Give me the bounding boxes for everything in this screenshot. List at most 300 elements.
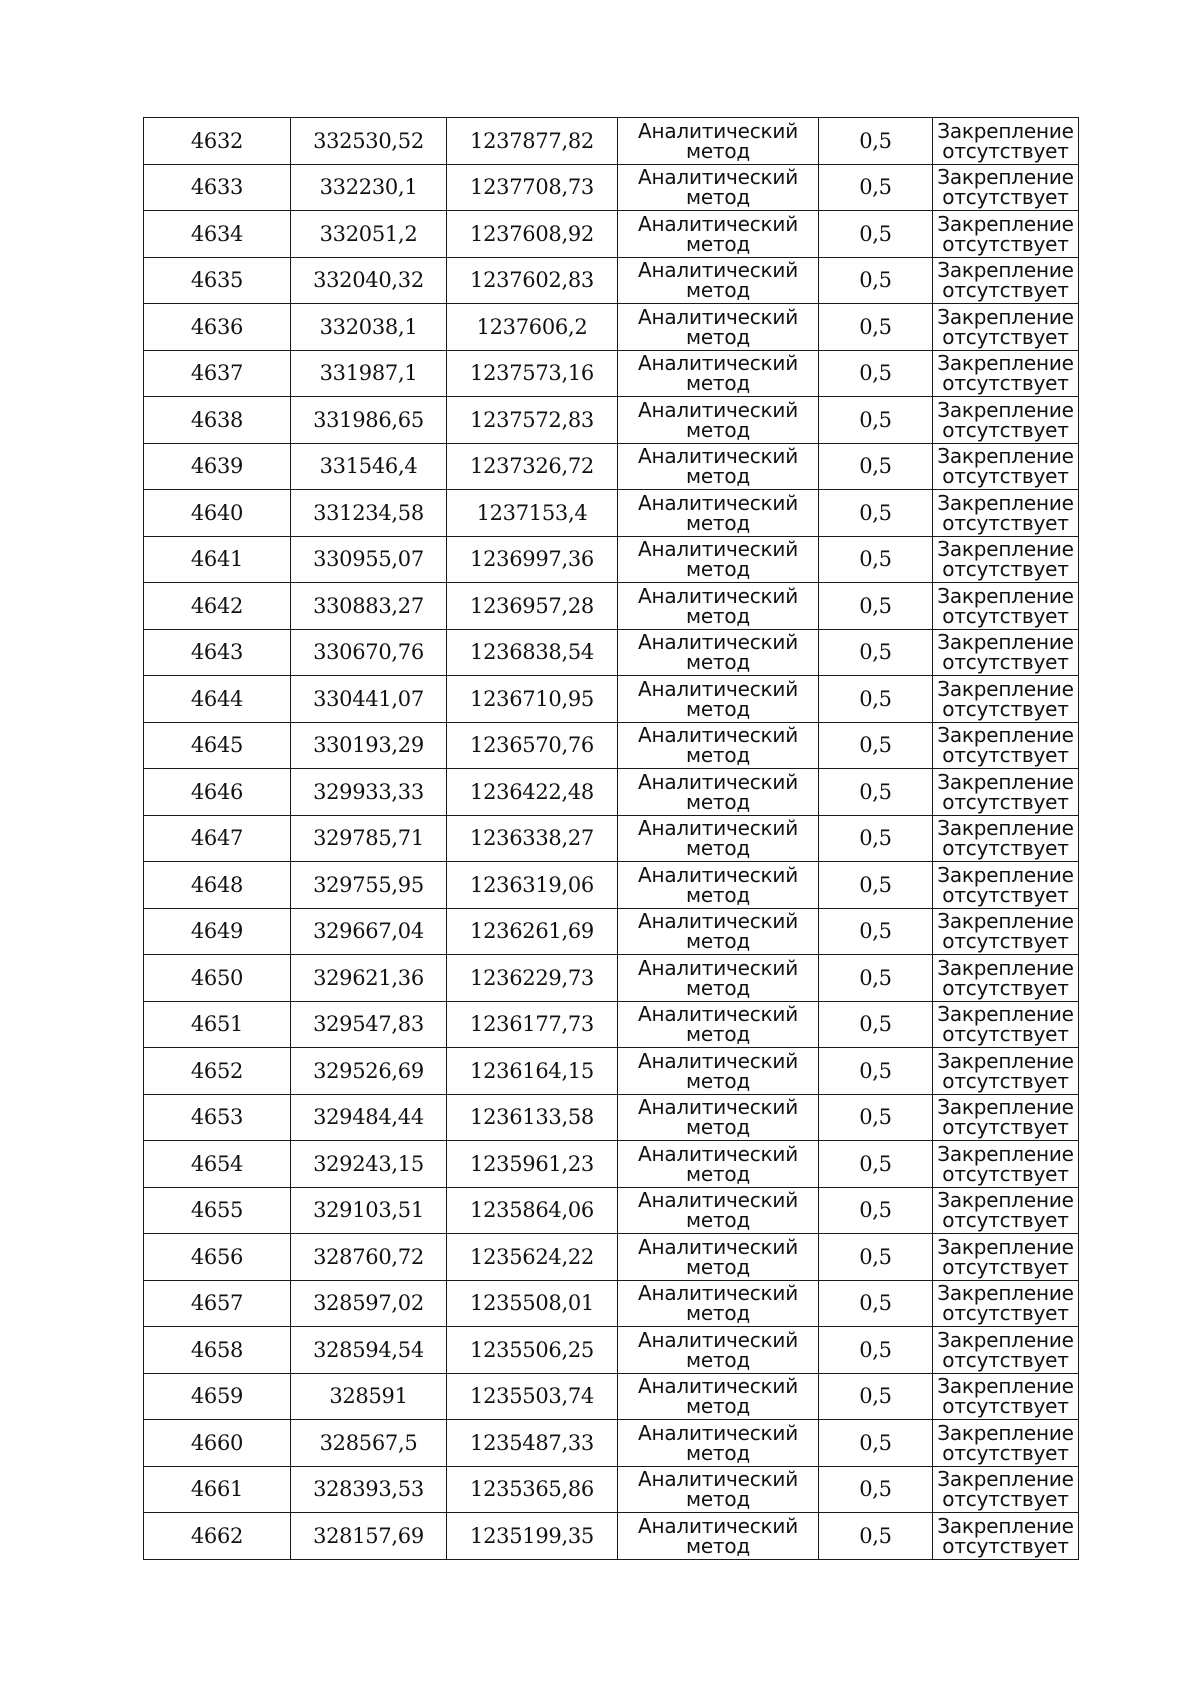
table-row (144, 1141, 1079, 1188)
y-coordinate-cell: 1237573,16 (447, 350, 618, 397)
method-line-2: метод (685, 510, 751, 535)
table-row (144, 1094, 1079, 1141)
point-number-cell: 4645 (144, 722, 291, 769)
method-cell (618, 490, 819, 537)
point-number-cell: 4632 (144, 118, 291, 165)
fixing-cell (933, 397, 1079, 444)
method-line-1: Аналитический (637, 1467, 799, 1492)
fixing-cell (933, 815, 1079, 862)
fixing-cell (933, 1420, 1079, 1467)
precision-cell: 0,5 (819, 583, 933, 630)
table-row (144, 769, 1079, 816)
table-row (144, 211, 1079, 258)
method-line-2: метод (685, 882, 751, 907)
x-coordinate-cell: 330193,29 (291, 722, 447, 769)
method-cell (618, 1513, 819, 1560)
method-line-1: Аналитический (637, 258, 799, 283)
method-line-2: метод (685, 1394, 751, 1419)
method-cell (618, 211, 819, 258)
precision-cell: 0,5 (819, 815, 933, 862)
fixing-line-1: Закрепление (937, 583, 1074, 608)
method-line-2: метод (685, 743, 751, 768)
method-line-1: Аналитический (637, 444, 799, 469)
method-line-2: метод (685, 464, 751, 489)
point-number-cell: 4658 (144, 1327, 291, 1374)
precision-cell: 0,5 (819, 1513, 933, 1560)
y-coordinate-cell: 1237602,83 (447, 257, 618, 304)
y-coordinate-cell: 1236319,06 (447, 862, 618, 909)
method-cell (618, 304, 819, 351)
method-line-2: метод (685, 1347, 751, 1372)
method-cell (618, 722, 819, 769)
method-line-2: метод (685, 1254, 751, 1279)
method-line-1: Аналитический (637, 909, 799, 934)
precision-cell: 0,5 (819, 862, 933, 909)
fixing-cell (933, 257, 1079, 304)
method-line-2: метод (685, 1115, 751, 1140)
x-coordinate-cell: 330883,27 (291, 583, 447, 630)
fixing-line-1: Закрепление (937, 1281, 1074, 1306)
fixing-cell (933, 536, 1079, 583)
point-number-cell: 4660 (144, 1420, 291, 1467)
fixing-cell (933, 1001, 1079, 1048)
precision-cell: 0,5 (819, 1420, 933, 1467)
fixing-line-1: Закрепление (937, 1002, 1074, 1027)
method-cell (618, 1001, 819, 1048)
fixing-line-2: отсутствует (942, 882, 1069, 907)
method-line-1: Аналитический (637, 1048, 799, 1073)
method-line-1: Аналитический (637, 816, 799, 841)
table-row (144, 304, 1079, 351)
point-number-cell: 4633 (144, 164, 291, 211)
y-coordinate-cell: 1236338,27 (447, 815, 618, 862)
method-line-2: метод (685, 696, 751, 721)
y-coordinate-cell: 1235487,33 (447, 1420, 618, 1467)
method-line-2: метод (685, 324, 751, 349)
method-line-2: метод (685, 603, 751, 628)
fixing-line-2: отсутствует (942, 138, 1069, 163)
y-coordinate-cell: 1235961,23 (447, 1141, 618, 1188)
point-number-cell: 4656 (144, 1234, 291, 1281)
precision-cell: 0,5 (819, 1327, 933, 1374)
table-row (144, 1187, 1079, 1234)
precision-cell: 0,5 (819, 1234, 933, 1281)
point-number-cell: 4652 (144, 1048, 291, 1095)
fixing-cell (933, 769, 1079, 816)
table-row (144, 1420, 1079, 1467)
precision-cell: 0,5 (819, 536, 933, 583)
method-cell (618, 629, 819, 676)
fixing-cell (933, 1466, 1079, 1513)
method-line-2: метод (685, 185, 751, 210)
fixing-line-1: Закрепление (937, 1141, 1074, 1166)
precision-cell: 0,5 (819, 1466, 933, 1513)
method-line-2: метод (685, 1208, 751, 1233)
method-line-1: Аналитический (637, 723, 799, 748)
fixing-line-1: Закрепление (937, 1188, 1074, 1213)
fixing-line-1: Закрепление (937, 258, 1074, 283)
method-line-1: Аналитический (637, 165, 799, 190)
method-cell (618, 443, 819, 490)
method-cell (618, 1094, 819, 1141)
fixing-cell (933, 490, 1079, 537)
table-row (144, 1327, 1079, 1374)
fixing-cell (933, 164, 1079, 211)
point-number-cell: 4647 (144, 815, 291, 862)
method-line-2: метод (685, 138, 751, 163)
table-row (144, 350, 1079, 397)
precision-cell: 0,5 (819, 722, 933, 769)
precision-cell: 0,5 (819, 1094, 933, 1141)
method-line-1: Аналитический (637, 955, 799, 980)
x-coordinate-cell: 329103,51 (291, 1187, 447, 1234)
y-coordinate-cell: 1236422,48 (447, 769, 618, 816)
point-number-cell: 4635 (144, 257, 291, 304)
precision-cell: 0,5 (819, 1187, 933, 1234)
method-line-2: метод (685, 929, 751, 954)
fixing-line-2: отсутствует (942, 1440, 1069, 1465)
method-line-2: метод (685, 789, 751, 814)
fixing-cell (933, 908, 1079, 955)
fixing-line-1: Закрепление (937, 397, 1074, 422)
point-number-cell: 4659 (144, 1373, 291, 1420)
point-number-cell: 4636 (144, 304, 291, 351)
x-coordinate-cell: 330955,07 (291, 536, 447, 583)
fixing-cell (933, 443, 1079, 490)
point-number-cell: 4650 (144, 955, 291, 1002)
method-cell (618, 350, 819, 397)
y-coordinate-cell: 1237608,92 (447, 211, 618, 258)
fixing-line-2: отсутствует (942, 1208, 1069, 1233)
point-number-cell: 4655 (144, 1187, 291, 1234)
table-row (144, 1513, 1079, 1560)
fixing-line-1: Закрепление (937, 676, 1074, 701)
method-line-2: метод (685, 417, 751, 442)
fixing-line-2: отсутствует (942, 696, 1069, 721)
table-row (144, 490, 1079, 537)
fixing-cell (933, 1280, 1079, 1327)
y-coordinate-cell: 1237572,83 (447, 397, 618, 444)
method-cell (618, 1048, 819, 1095)
coordinates-table (143, 117, 1079, 1560)
fixing-cell (933, 722, 1079, 769)
fixing-line-2: отсутствует (942, 510, 1069, 535)
method-line-1: Аналитический (637, 1002, 799, 1027)
fixing-line-2: отсутствует (942, 371, 1069, 396)
fixing-line-2: отсутствует (942, 464, 1069, 489)
method-line-1: Аналитический (637, 1513, 799, 1538)
fixing-line-2: отсутствует (942, 185, 1069, 210)
method-cell (618, 676, 819, 723)
fixing-line-1: Закрепление (937, 444, 1074, 469)
fixing-cell (933, 1048, 1079, 1095)
method-line-1: Аналитический (637, 583, 799, 608)
fixing-line-1: Закрепление (937, 1420, 1074, 1445)
point-number-cell: 4646 (144, 769, 291, 816)
method-line-1: Аналитический (637, 769, 799, 794)
method-cell (618, 1187, 819, 1234)
fixing-cell (933, 350, 1079, 397)
method-cell (618, 1280, 819, 1327)
table-row (144, 583, 1079, 630)
method-cell (618, 955, 819, 1002)
method-cell (618, 1420, 819, 1467)
fixing-cell (933, 862, 1079, 909)
x-coordinate-cell: 332230,1 (291, 164, 447, 211)
x-coordinate-cell: 328591 (291, 1373, 447, 1420)
precision-cell: 0,5 (819, 257, 933, 304)
y-coordinate-cell: 1237877,82 (447, 118, 618, 165)
method-line-1: Аналитический (637, 490, 799, 515)
method-line-2: метод (685, 1022, 751, 1047)
fixing-cell (933, 211, 1079, 258)
x-coordinate-cell: 329484,44 (291, 1094, 447, 1141)
precision-cell: 0,5 (819, 1048, 933, 1095)
fixing-line-2: отсутствует (942, 1254, 1069, 1279)
y-coordinate-cell: 1235864,06 (447, 1187, 618, 1234)
method-line-1: Аналитический (637, 1420, 799, 1445)
point-number-cell: 4662 (144, 1513, 291, 1560)
method-cell (618, 1373, 819, 1420)
method-cell (618, 1327, 819, 1374)
y-coordinate-cell: 1236957,28 (447, 583, 618, 630)
x-coordinate-cell: 332051,2 (291, 211, 447, 258)
method-line-1: Аналитический (637, 351, 799, 376)
fixing-line-2: отсутствует (942, 975, 1069, 1000)
method-line-1: Аналитический (637, 1234, 799, 1259)
fixing-line-2: отсутствует (942, 1068, 1069, 1093)
method-cell (618, 536, 819, 583)
x-coordinate-cell: 329621,36 (291, 955, 447, 1002)
fixing-line-2: отсутствует (942, 324, 1069, 349)
y-coordinate-cell: 1235365,86 (447, 1466, 618, 1513)
x-coordinate-cell: 329785,71 (291, 815, 447, 862)
method-line-1: Аналитический (637, 1188, 799, 1213)
method-line-2: метод (685, 1440, 751, 1465)
precision-cell: 0,5 (819, 304, 933, 351)
y-coordinate-cell: 1236261,69 (447, 908, 618, 955)
table-row (144, 862, 1079, 909)
point-number-cell: 4657 (144, 1280, 291, 1327)
y-coordinate-cell: 1236838,54 (447, 629, 618, 676)
precision-cell: 0,5 (819, 443, 933, 490)
table-row (144, 1466, 1079, 1513)
method-line-2: метод (685, 231, 751, 256)
x-coordinate-cell: 330670,76 (291, 629, 447, 676)
fixing-line-1: Закрепление (937, 1327, 1074, 1352)
method-line-1: Аналитический (637, 537, 799, 562)
method-line-1: Аналитический (637, 397, 799, 422)
point-number-cell: 4654 (144, 1141, 291, 1188)
table-row (144, 1373, 1079, 1420)
table-row (144, 536, 1079, 583)
fixing-cell (933, 955, 1079, 1002)
point-number-cell: 4661 (144, 1466, 291, 1513)
fixing-line-2: отсутствует (942, 1301, 1069, 1326)
x-coordinate-cell: 328393,53 (291, 1466, 447, 1513)
y-coordinate-cell: 1236570,76 (447, 722, 618, 769)
fixing-line-1: Закрепление (937, 630, 1074, 655)
fixing-line-1: Закрепление (937, 769, 1074, 794)
fixing-cell (933, 1187, 1079, 1234)
fixing-line-2: отсутствует (942, 1394, 1069, 1419)
method-cell (618, 164, 819, 211)
method-line-1: Аналитический (637, 862, 799, 887)
fixing-line-1: Закрепление (937, 723, 1074, 748)
fixing-line-1: Закрепление (937, 537, 1074, 562)
method-line-2: метод (685, 557, 751, 582)
fixing-line-1: Закрепление (937, 490, 1074, 515)
y-coordinate-cell: 1236229,73 (447, 955, 618, 1002)
precision-cell: 0,5 (819, 1373, 933, 1420)
fixing-line-1: Закрепление (937, 304, 1074, 329)
method-line-2: метод (685, 371, 751, 396)
fixing-cell (933, 1513, 1079, 1560)
fixing-cell (933, 1327, 1079, 1374)
method-cell (618, 257, 819, 304)
x-coordinate-cell: 330441,07 (291, 676, 447, 723)
method-cell (618, 769, 819, 816)
fixing-line-2: отсутствует (942, 1487, 1069, 1512)
method-line-1: Аналитический (637, 1141, 799, 1166)
fixing-line-2: отсутствует (942, 929, 1069, 954)
fixing-cell (933, 676, 1079, 723)
fixing-line-1: Закрепление (937, 955, 1074, 980)
method-line-2: метод (685, 836, 751, 861)
method-line-1: Аналитический (637, 630, 799, 655)
x-coordinate-cell: 329547,83 (291, 1001, 447, 1048)
y-coordinate-cell: 1237153,4 (447, 490, 618, 537)
table-row (144, 1001, 1079, 1048)
y-coordinate-cell: 1237326,72 (447, 443, 618, 490)
fixing-line-2: отсутствует (942, 1533, 1069, 1558)
fixing-cell (933, 1234, 1079, 1281)
point-number-cell: 4642 (144, 583, 291, 630)
table-row (144, 955, 1079, 1002)
precision-cell: 0,5 (819, 769, 933, 816)
method-cell (618, 862, 819, 909)
fixing-line-1: Закрепление (937, 1467, 1074, 1492)
x-coordinate-cell: 332530,52 (291, 118, 447, 165)
y-coordinate-cell: 1235624,22 (447, 1234, 618, 1281)
method-line-2: метод (685, 278, 751, 303)
x-coordinate-cell: 331546,4 (291, 443, 447, 490)
point-number-cell: 4651 (144, 1001, 291, 1048)
table-row (144, 629, 1079, 676)
table-row (144, 118, 1079, 165)
method-line-2: метод (685, 650, 751, 675)
fixing-line-2: отсутствует (942, 836, 1069, 861)
x-coordinate-cell: 328760,72 (291, 1234, 447, 1281)
method-line-1: Аналитический (637, 304, 799, 329)
x-coordinate-cell: 332038,1 (291, 304, 447, 351)
table-row (144, 257, 1079, 304)
point-number-cell: 4653 (144, 1094, 291, 1141)
fixing-line-1: Закрепление (937, 909, 1074, 934)
method-line-2: метод (685, 1487, 751, 1512)
fixing-line-2: отсутствует (942, 743, 1069, 768)
table-row (144, 1048, 1079, 1095)
fixing-cell (933, 1373, 1079, 1420)
fixing-line-1: Закрепление (937, 862, 1074, 887)
method-line-2: метод (685, 1161, 751, 1186)
precision-cell: 0,5 (819, 955, 933, 1002)
fixing-cell (933, 1141, 1079, 1188)
precision-cell: 0,5 (819, 1280, 933, 1327)
point-number-cell: 4638 (144, 397, 291, 444)
precision-cell: 0,5 (819, 490, 933, 537)
fixing-line-1: Закрепление (937, 1374, 1074, 1399)
y-coordinate-cell: 1236710,95 (447, 676, 618, 723)
fixing-cell (933, 629, 1079, 676)
x-coordinate-cell: 331234,58 (291, 490, 447, 537)
x-coordinate-cell: 328594,54 (291, 1327, 447, 1374)
method-line-1: Аналитический (637, 118, 799, 143)
x-coordinate-cell: 331987,1 (291, 350, 447, 397)
table-row (144, 164, 1079, 211)
point-number-cell: 4640 (144, 490, 291, 537)
table-row (144, 443, 1079, 490)
fixing-line-1: Закрепление (937, 165, 1074, 190)
y-coordinate-cell: 1235508,01 (447, 1280, 618, 1327)
method-cell (618, 118, 819, 165)
fixing-line-1: Закрепление (937, 816, 1074, 841)
table-body (144, 118, 1079, 1560)
table-row (144, 908, 1079, 955)
y-coordinate-cell: 1237606,2 (447, 304, 618, 351)
y-coordinate-cell: 1236177,73 (447, 1001, 618, 1048)
method-cell (618, 397, 819, 444)
fixing-cell (933, 118, 1079, 165)
x-coordinate-cell: 332040,32 (291, 257, 447, 304)
y-coordinate-cell: 1236133,58 (447, 1094, 618, 1141)
method-line-1: Аналитический (637, 1374, 799, 1399)
method-line-1: Аналитический (637, 1281, 799, 1306)
x-coordinate-cell: 329933,33 (291, 769, 447, 816)
point-number-cell: 4644 (144, 676, 291, 723)
method-line-1: Аналитический (637, 1327, 799, 1352)
y-coordinate-cell: 1236164,15 (447, 1048, 618, 1095)
precision-cell: 0,5 (819, 397, 933, 444)
precision-cell: 0,5 (819, 164, 933, 211)
precision-cell: 0,5 (819, 211, 933, 258)
method-line-2: метод (685, 1533, 751, 1558)
table-row (144, 676, 1079, 723)
point-number-cell: 4639 (144, 443, 291, 490)
fixing-line-2: отсутствует (942, 417, 1069, 442)
table-row (144, 722, 1079, 769)
fixing-line-2: отсутствует (942, 1161, 1069, 1186)
fixing-line-1: Закрепление (937, 1513, 1074, 1538)
fixing-line-2: отсутствует (942, 1347, 1069, 1372)
fixing-line-2: отсутствует (942, 278, 1069, 303)
point-number-cell: 4648 (144, 862, 291, 909)
y-coordinate-cell: 1236997,36 (447, 536, 618, 583)
x-coordinate-cell: 328157,69 (291, 1513, 447, 1560)
fixing-line-1: Закрепление (937, 211, 1074, 236)
x-coordinate-cell: 329526,69 (291, 1048, 447, 1095)
fixing-line-2: отсутствует (942, 603, 1069, 628)
fixing-line-2: отсутствует (942, 231, 1069, 256)
method-cell (618, 1141, 819, 1188)
fixing-line-2: отсутствует (942, 1115, 1069, 1140)
fixing-line-1: Закрепление (937, 1095, 1074, 1120)
point-number-cell: 4641 (144, 536, 291, 583)
precision-cell: 0,5 (819, 908, 933, 955)
x-coordinate-cell: 331986,65 (291, 397, 447, 444)
precision-cell: 0,5 (819, 1001, 933, 1048)
precision-cell: 0,5 (819, 350, 933, 397)
